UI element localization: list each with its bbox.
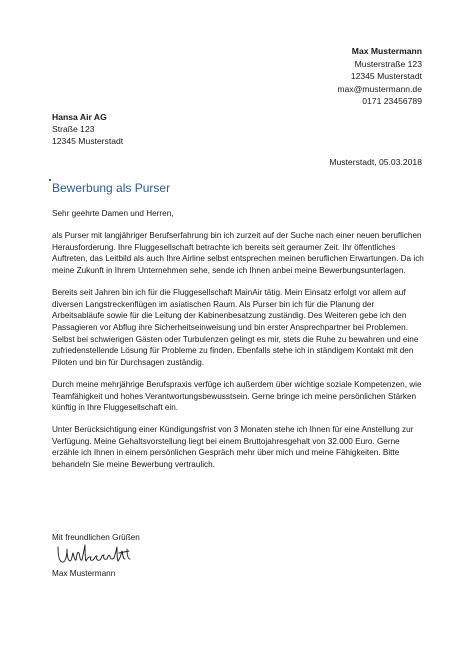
recipient-city: 12345 Musterstadt bbox=[52, 136, 124, 147]
salutation: Sehr geehrte Damen und Herren, bbox=[52, 209, 174, 218]
recipient-address bbox=[52, 111, 123, 148]
recipient-street: Straße 123 bbox=[52, 124, 95, 135]
closing-formula: Mit freundlichen Grüßen bbox=[52, 533, 140, 542]
paragraph: Bereits seit Jahren bin ich für die Fluggesellschaft MainAir tätig. Mein Einsatz erfolgt vor allem auf diversen Langstreckenflügen im asiatischen Raum. Als Purser bin ich für die Planung der Arbeitsabläufe sowie für die Leitung der Kabinenbesatzung zuständig. Des Weiteren gebe ich den Passagieren vor Abflug ihre Sicherheitseinweisung und bin erster Ansprechpartner bei Problemen. Selbst bei schwierigen Gästen oder Turbulenzen gelingt es mir, stets die Ruhe zu bewahren und eine zufriedenstellende Lösung für Probleme zu finden. Ebenfalls stehe ich in ständigem Kontakt mit den Piloten und bin für Durchsagen zuständig. bbox=[52, 288, 419, 367]
recipient-company: Hansa Air AG bbox=[52, 112, 107, 122]
paragraph: Unter Berücksichtigung einer Kündigungsfrist von 3 Monaten stehe ich Ihnen für eine Anstellung zur Verfügung. Meine Gehaltsvorstellung liegt bei einem Bruttojahresgehalt von 32.000 Euro. Gerne erzähle ich Ihnen in einem persönlichen Gespräch mehr über mich und meine Fähigkeiten. Bitte behandeln Sie meine Bewerbung vertraulich. bbox=[52, 425, 414, 470]
signed-name: Max Mustermann bbox=[52, 569, 116, 578]
letter-body bbox=[52, 208, 427, 481]
subject-marker bbox=[49, 179, 51, 181]
letter-subject bbox=[52, 181, 170, 195]
sender-street: Musterstraße 123 bbox=[354, 58, 422, 69]
sender-email: max@mustermann.de bbox=[337, 83, 422, 94]
sender-name: Max Mustermann bbox=[351, 46, 422, 56]
letter-date: Musterstadt, 05.03.2018 bbox=[329, 157, 422, 167]
subject-text: Bewerbung als Purser bbox=[52, 181, 171, 195]
sender-city: 12345 Musterstadt bbox=[350, 71, 422, 82]
handwritten-signature bbox=[55, 541, 135, 569]
paragraph: Durch meine mehrjährige Berufspraxis verfüge ich außerdem über wichtige soziale Kompetenzen, wie Teamfähigkeit und hohes Verantwortungsbewusstsein. Gerne bringe ich meine persönlichen Stärken künftig in Ihre Fluggesellschaft ein. bbox=[52, 379, 422, 413]
paragraph: als Purser mit langjähriger Berufserfahrung bin ich zurzeit auf der Suche nach einer neuen beruflichen Herausforderung. Ihre Fluggesellschaft betrachte ich bereits seit geraumer Zeit. Ihr öffentliches Auftreten, das Leitbild als auch Ihre Airline selbst entsprechen meinen beruflichen Erwartungen. Da ich meine Zukunft in Ihrem Unternehmen sehe, sende ich Ihnen anbei meine Bewerbungsunterlagen. bbox=[52, 231, 424, 275]
sender-phone: 0171 23456789 bbox=[362, 96, 422, 107]
sender-address bbox=[337, 45, 422, 108]
